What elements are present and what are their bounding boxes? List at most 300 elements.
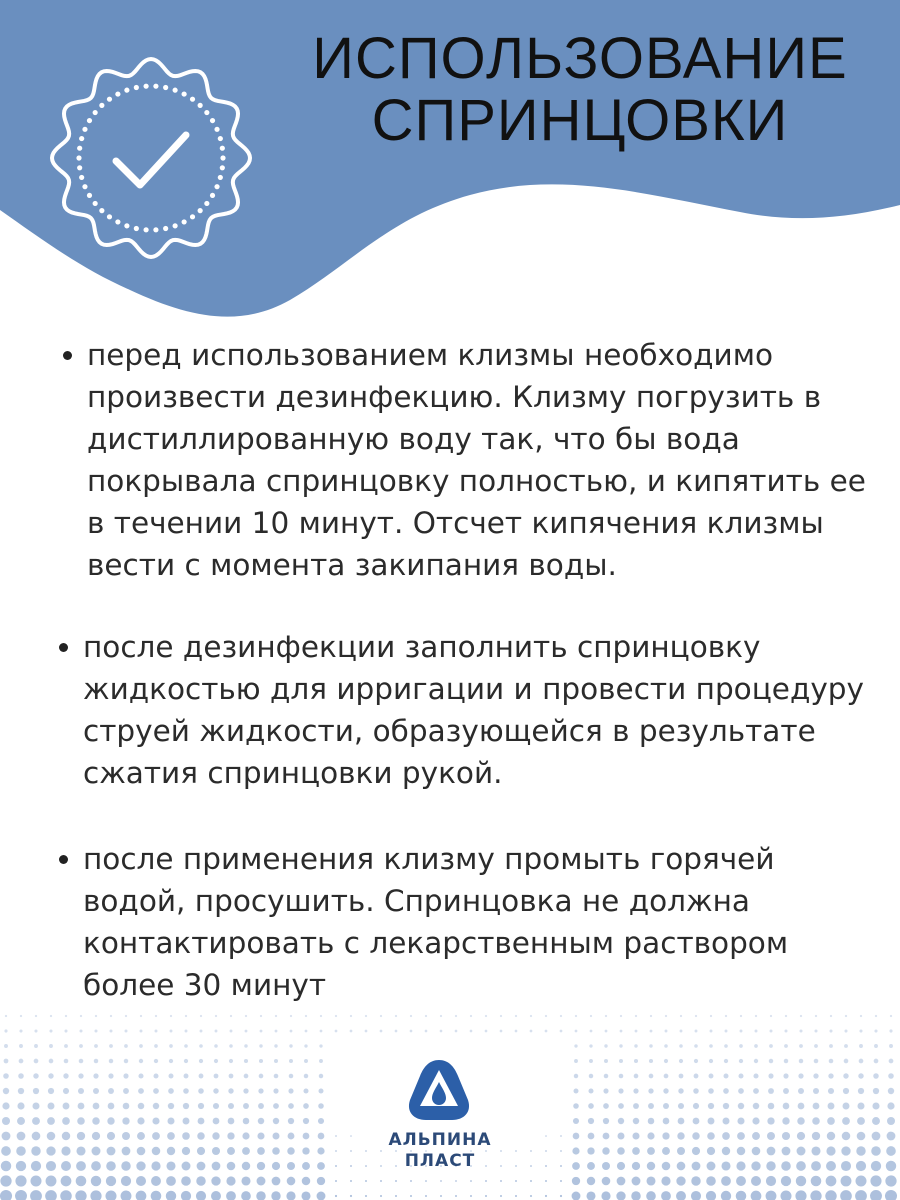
halftone-dot [108,1073,113,1078]
halftone-dot [109,1029,112,1032]
halftone-dot [75,1190,86,1200]
halftone-dot [560,1180,562,1182]
halftone-dot [886,1146,896,1156]
halftone-dot [602,1147,609,1154]
halftone-dot [229,1059,233,1063]
halftone-dot [335,1015,337,1017]
halftone-dot [798,1073,803,1078]
halftone-dot [243,1103,249,1109]
badge-dot [220,155,225,160]
halftone-dot [455,1015,457,1017]
halftone-dot [93,1088,99,1094]
halftone-dot [515,1015,517,1017]
halftone-dot [287,1162,295,1170]
halftone-dot [634,1059,638,1063]
halftone-dot [154,1059,158,1063]
halftone-dot [259,1044,262,1047]
halftone-dot [709,1074,714,1079]
halftone-dot [664,1059,668,1063]
halftone-dot [318,1088,323,1093]
halftone-dot [739,1044,743,1048]
halftone-dot [77,1132,85,1140]
halftone-dot [305,1030,308,1033]
halftone-dot [60,1190,72,1200]
badge-dot [173,88,178,93]
halftone-dot [213,1103,219,1109]
halftone-dot [572,1177,580,1185]
halftone-dot [590,1030,593,1033]
halftone-dot [649,1074,654,1079]
halftone-dot [94,1059,99,1064]
halftone-dot [303,1103,309,1109]
halftone-dot [0,1175,11,1186]
halftone-dot [196,1176,205,1185]
halftone-dot [184,1044,188,1048]
halftone-dot [123,1103,130,1110]
halftone-dot [153,1088,159,1094]
halftone-dot [256,1191,266,1200]
halftone-dot [887,1132,896,1141]
halftone-dot [183,1118,190,1125]
halftone-dot [795,1190,806,1200]
halftone-dot [95,1015,97,1017]
halftone-dot [64,1044,68,1048]
halftone-dot [485,1030,488,1033]
halftone-dot [33,1088,39,1094]
halftone-dot [500,1180,502,1182]
halftone-dot [856,1146,865,1155]
halftone-dot [395,1015,397,1017]
halftone-dot [545,1135,547,1137]
halftone-dot [814,1029,817,1032]
halftone-dot [616,1191,625,1200]
halftone-dot [94,1029,97,1032]
halftone-dot [797,1117,804,1124]
halftone-dot [813,1103,820,1110]
halftone-dot [604,1059,608,1063]
halftone-dot [692,1147,700,1155]
halftone-dot [693,1118,700,1125]
halftone-dot [799,1029,802,1032]
halftone-dot [106,1176,116,1186]
halftone-dot [829,1044,833,1048]
halftone-dot [18,1073,24,1079]
badge-dot [204,110,209,115]
halftone-dot [707,1162,716,1171]
halftone-dot [19,1029,22,1032]
halftone-dot [752,1147,761,1156]
halftone-dot [888,1073,894,1079]
halftone-dot [94,1044,98,1048]
halftone-dot [273,1088,278,1093]
halftone-dot [828,1088,834,1094]
halftone-dot [61,1146,70,1155]
halftone-dot [288,1133,295,1140]
halftone-dot [319,1044,322,1047]
halftone-dot [665,1030,668,1033]
halftone-dot [796,1161,806,1171]
instruction-item-procedure: после дезинфекции заполнить спринцовку жидкостью для ирригации и провести процедуру струей жидкости, образующейся в результате сжатия спринцовки рукой. [83,626,883,794]
halftone-dot [17,1117,25,1125]
halftone-dot [618,1103,624,1109]
halftone-dot [706,1176,716,1186]
halftone-dot [271,1191,280,1200]
halftone-dot [274,1044,277,1047]
badge-dot [210,193,215,198]
halftone-dot [708,1103,714,1109]
halftone-dot [123,1088,129,1094]
halftone-dot [766,1191,777,1200]
halftone-dot [603,1133,610,1140]
halftone-dot [62,1132,70,1140]
halftone-dot [16,1146,26,1156]
halftone-dot [676,1176,685,1185]
halftone-dot [395,1030,398,1033]
halftone-dot [335,1135,337,1137]
halftone-dot [470,1015,472,1017]
brand-name [380,1130,500,1172]
halftone-dot [200,1030,203,1033]
halftone-dot [245,1030,248,1033]
halftone-dot [260,1030,263,1033]
halftone-dot [49,1059,54,1064]
halftone-dot [695,1015,697,1017]
halftone-dot [1,1161,11,1171]
halftone-dot [410,1030,413,1033]
halftone-dot [724,1044,728,1048]
halftone-dot [410,1195,412,1197]
halftone-dot [5,1015,7,1017]
halftone-dot [152,1147,161,1156]
halftone-dot [574,1059,578,1063]
badge-dot [124,223,129,228]
halftone-dot [290,1030,293,1033]
halftone-dot [273,1118,279,1124]
halftone-dot [829,1059,834,1064]
halftone-dot [169,1044,173,1048]
halftone-dot [214,1044,218,1048]
halftone-dot [30,1175,41,1186]
halftone-dot [886,1161,896,1171]
halftone-dot [677,1132,684,1139]
halftone-dot [229,1044,233,1048]
halftone-dot [647,1132,654,1139]
halftone-dot [602,1177,611,1186]
halftone-dot [121,1161,130,1170]
halftone-dot [680,1015,682,1017]
halftone-dot [31,1161,41,1171]
badge-dot [214,127,219,132]
halftone-dot [530,1015,532,1017]
halftone-dot [800,1015,802,1017]
badge-dot [115,219,120,224]
halftone-dot [738,1088,744,1094]
badge-dot [79,175,84,180]
halftone-dot [181,1191,191,1200]
halftone-dot [799,1044,803,1048]
halftone-dot [257,1147,265,1155]
halftone-dot [244,1074,249,1079]
halftone-dot [184,1059,188,1063]
halftone-dot [31,1146,40,1155]
halftone-dot [77,1117,85,1125]
halftone-dot [455,1180,457,1182]
halftone-dot [588,1088,593,1093]
halftone-dot [228,1103,234,1109]
halftone-dot [49,1029,52,1032]
halftone-dot [678,1088,683,1093]
instruction-item-disinfection: перед использованием клизмы необходимо произвести дезинфекцию. Клизму погрузить в дистиллированную воду так, что бы вода покрывала спринцовку полностью, и кипятить ее в течении 10 минут. Отсчет кипячения клизмы вести с момента закипания воды. [87,334,882,586]
halftone-dot [737,1117,744,1124]
halftone-dot [588,1103,594,1109]
halftone-dot [214,1074,219,1079]
halftone-dot [826,1161,836,1171]
halftone-dot [768,1103,775,1110]
halftone-dot [48,1073,53,1078]
halftone-dot [62,1117,70,1125]
halftone-dot [139,1044,143,1048]
halftone-dot [768,1088,774,1094]
halftone-dot [35,1015,37,1017]
halftone-dot [48,1103,55,1110]
halftone-dot [572,1162,580,1170]
halftone-dot [766,1176,776,1186]
halftone-dot [365,1015,367,1017]
halftone-dot [320,1030,323,1033]
halftone-dot [619,1059,623,1063]
badge-dot [87,193,92,198]
halftone-dot [76,1146,85,1155]
halftone-dot [168,1103,174,1109]
halftone-dot [485,1195,487,1197]
halftone-dot [873,1088,879,1094]
halftone-dot [47,1132,56,1141]
halftone-dot [664,1074,669,1079]
halftone-dot [648,1088,653,1093]
halftone-dot [634,1074,639,1079]
halftone-dot [500,1150,502,1152]
halftone-dot [560,1135,562,1137]
halftone-dot [122,1117,129,1124]
halftone-dot [124,1044,128,1048]
halftone-dot [243,1088,248,1093]
halftone-dot [766,1161,775,1170]
brand-name-line-1: АЛЬПИНА [388,1130,492,1150]
halftone-dot [241,1176,250,1185]
halftone-dot [619,1044,622,1047]
halftone-dot [226,1191,236,1200]
halftone-dot [275,1030,278,1033]
halftone-dot [61,1161,71,1171]
halftone-dot [92,1147,101,1156]
halftone-dot [710,1015,712,1017]
halftone-dot [425,1195,427,1197]
halftone-dot [107,1117,114,1124]
halftone-dot [50,1015,52,1017]
halftone-dot [677,1162,686,1171]
halftone-dot [530,1030,533,1033]
halftone-dot [2,1117,10,1125]
halftone-dot [182,1162,191,1171]
halftone-dot [122,1147,131,1156]
halftone-dot [601,1191,610,1200]
halftone-dot [721,1176,731,1186]
halftone-dot [855,1190,867,1200]
halftone-dot [830,1015,832,1017]
badge-dot [134,85,139,90]
halftone-dot [138,1103,145,1110]
halftone-dot [872,1102,879,1109]
halftone-dot [725,1015,727,1017]
halftone-dot [485,1180,487,1182]
halftone-dot [185,1030,188,1033]
halftone-dot [691,1191,701,1200]
halftone-dot [425,1180,427,1182]
halftone-dot [663,1088,668,1093]
halftone-dot [887,1117,895,1125]
halftone-dot [61,1176,72,1187]
halftone-dot [590,1015,592,1017]
halftone-dot [320,1015,322,1017]
halftone-dot [4,1029,7,1032]
halftone-dot [318,1103,324,1109]
halftone-dot [736,1191,747,1200]
halftone-dot [79,1059,84,1064]
halftone-dot [19,1059,24,1064]
badge-dot [143,84,148,89]
halftone-dot [258,1118,265,1125]
halftone-dot [214,1059,218,1063]
halftone-dot [335,1180,337,1182]
halftone-dot [841,1161,851,1171]
halftone-dot [572,1147,579,1154]
halftone-dot [197,1162,206,1171]
halftone-dot [170,1030,173,1033]
halftone-dot [182,1147,190,1155]
halftone-dot [753,1103,760,1110]
halftone-dot [380,1030,383,1033]
badge-dot [220,165,225,170]
badge-dot [204,201,209,206]
halftone-dot [290,1015,292,1017]
halftone-dot [440,1180,442,1182]
halftone-dot [227,1132,234,1139]
halftone-dot [603,1103,609,1109]
halftone-dot [784,1044,788,1048]
halftone-dot [575,1015,577,1017]
halftone-dot [826,1146,835,1155]
halftone-dot [152,1117,159,1124]
badge-dot [214,184,219,189]
halftone-dot [780,1190,791,1200]
halftone-dot [289,1074,294,1079]
halftone-dot [2,1132,11,1141]
halftone-dot [632,1177,641,1186]
halftone-dot [79,1044,83,1048]
halftone-dot [183,1088,189,1094]
halftone-dot [874,1044,878,1048]
halftone-dot [635,1030,638,1033]
halftone-dot [840,1190,852,1200]
halftone-dot [661,1191,671,1200]
halftone-dot [242,1147,250,1155]
halftone-dot [647,1147,655,1155]
halftone-dot [859,1044,863,1048]
halftone-dot [32,1117,40,1125]
halftone-dot [813,1088,819,1094]
halftone-dot [167,1132,175,1140]
halftone-dot [783,1103,790,1110]
halftone-dot [350,1165,352,1167]
halftone-dot [632,1147,640,1155]
halftone-dot [138,1088,144,1094]
halftone-dot [304,1074,309,1079]
halftone-dot [215,1015,217,1017]
halftone-dot [811,1176,822,1187]
halftone-dot [662,1147,670,1155]
halftone-dot [212,1162,221,1171]
halftone-dot [665,1015,667,1017]
halftone-dot [633,1088,638,1093]
badge-dot [82,127,87,132]
halftone-dot [841,1146,850,1155]
halftone-dot [588,1133,595,1140]
title-line-1: ИСПОЛЬЗОВАНИЕ [312,26,848,91]
halftone-dot [573,1133,580,1140]
halftone-dot [560,1195,562,1197]
halftone-dot [783,1073,788,1078]
halftone-dot [769,1059,773,1063]
halftone-dot [169,1074,174,1079]
badge-dot [82,184,87,189]
halftone-dot [605,1015,607,1017]
halftone-dot [587,1147,594,1154]
halftone-dot [199,1059,203,1063]
badge-dot [173,223,178,228]
halftone-dot [661,1176,670,1185]
halftone-dot [664,1044,668,1048]
halftone-dot [545,1195,547,1197]
halftone-dot [844,1044,848,1048]
halftone-dot [395,1180,397,1182]
halftone-dot [230,1015,232,1017]
halftone-dot [4,1059,9,1064]
halftone-dot [197,1132,205,1140]
halftone-dot [632,1132,639,1139]
halftone-dot [814,1044,818,1048]
halftone-dot [275,1015,277,1017]
halftone-dot [380,1015,382,1017]
halftone-dot [63,1073,68,1078]
halftone-dot [197,1147,205,1155]
halftone-dot [185,1015,187,1017]
halftone-dot [93,1103,100,1110]
halftone-dot [500,1030,503,1033]
halftone-dot [721,1191,731,1200]
halftone-dot [365,1180,367,1182]
halftone-dot [288,1103,294,1109]
instruction-item-cleaning: после применения клизму промыть горячей водой, просушить. Спринцовка не должна контактировать с лекарственным раствором более 30 минут [83,838,883,1006]
halftone-dot [287,1177,296,1186]
halftone-dot [768,1073,773,1078]
halftone-dot [500,1015,502,1017]
halftone-dot [227,1147,235,1155]
halftone-dot [545,1150,547,1152]
badge-dot [190,97,195,102]
halftone-dot [796,1176,806,1186]
halftone-dot [319,1059,323,1063]
halftone-dot [19,1044,23,1048]
